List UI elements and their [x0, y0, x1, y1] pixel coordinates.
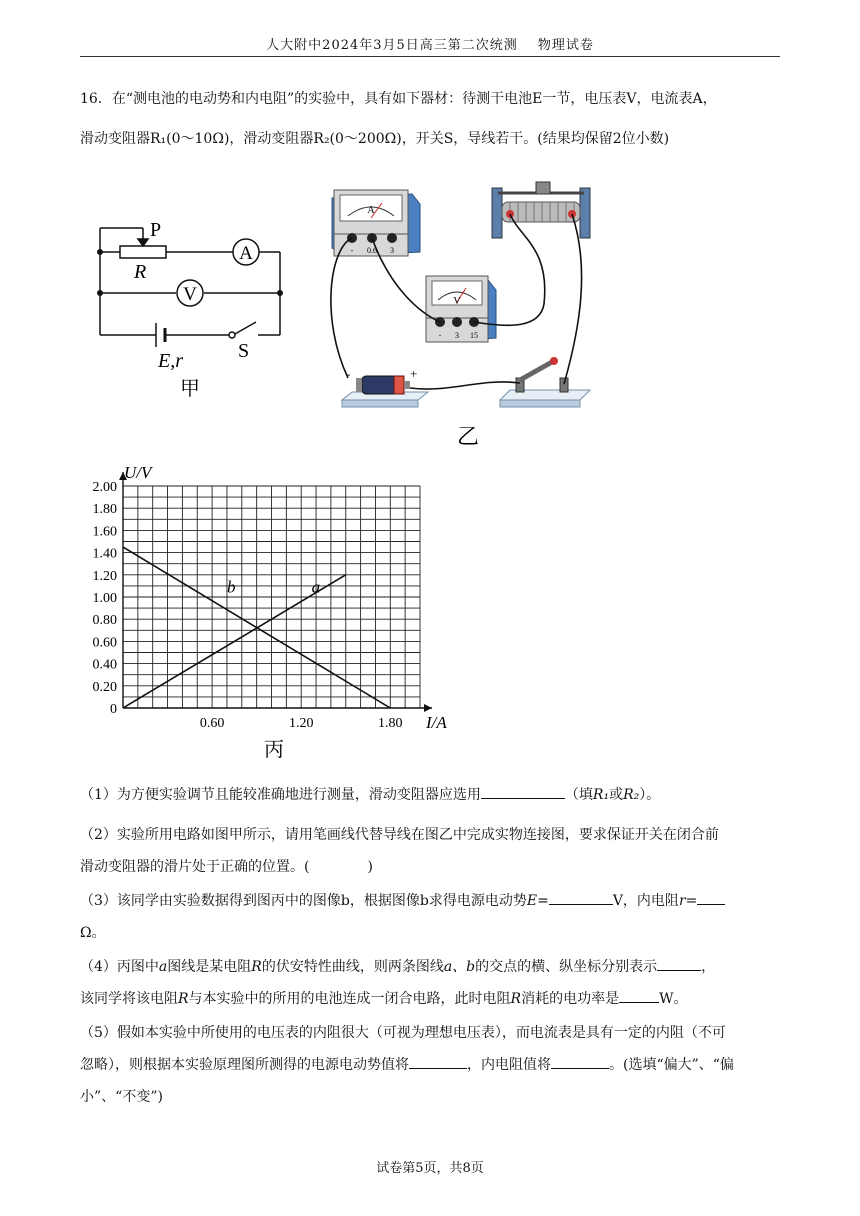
voltmeter-scale-15: 15	[470, 331, 478, 340]
question-line-2: 滑动变阻器R₁(0～10Ω)，滑动变阻器R₂(0～200Ω)，开关S，导线若干。(结果均保留2位小数)	[80, 131, 670, 147]
header-school: 人大附中2024年3月5日高三第二次统测	[266, 38, 518, 53]
answer-blank-3b[interactable]	[697, 890, 725, 905]
x-tick-label: 0.60	[199, 716, 225, 731]
y-tick-label: 1.40	[92, 546, 117, 562]
figure-jia-label: 甲	[180, 378, 200, 400]
voltmeter-name: V	[453, 296, 461, 307]
label-P: P	[150, 219, 162, 241]
answer-blank-5a[interactable]	[409, 1054, 467, 1069]
x-tick-label: 1.20	[288, 716, 314, 731]
y-tick-label: 1.20	[92, 568, 117, 584]
rheostat-device	[492, 182, 590, 238]
figure-yi-label: 乙	[456, 424, 480, 449]
answer-blank-5b[interactable]	[551, 1054, 609, 1069]
y-tick-label: 0	[110, 702, 117, 717]
subq-2-line-1: （2）实验所用电路如图甲所示，请用笔画线代替导线在图乙中完成实物连接图，要求保证开关在闭合前	[80, 827, 719, 843]
figure-jia-circuit	[90, 210, 300, 405]
answer-blank-4a[interactable]	[657, 956, 701, 971]
answer-blank-4b[interactable]	[619, 988, 659, 1003]
y-tick-label: 1.00	[92, 591, 117, 606]
y-tick-label: 1.80	[92, 502, 117, 518]
voltmeter-scale-minus: -	[438, 331, 442, 340]
figure-yi-apparatus	[320, 178, 620, 450]
ammeter-scale-minus: -	[350, 246, 354, 255]
x-axis-arrow	[424, 704, 432, 712]
page-footer: 试卷第5页，共8页	[376, 1161, 484, 1176]
label-S: S	[238, 340, 250, 362]
answer-blank-1[interactable]	[481, 784, 565, 799]
x-axis-label: I/A	[426, 713, 447, 732]
subq-2-line-2: 滑动变阻器的滑片处于正确的位置。( )	[80, 859, 373, 875]
question-line-1: 16．在“测电池的电动势和内电阻”的实验中，具有如下器材：待测干电池E一节，电压表V，电流表A，	[80, 91, 717, 107]
battery-plus: +	[410, 366, 418, 381]
ammeter-scale-3: 3	[390, 246, 394, 255]
voltmeter-symbol: V	[183, 284, 197, 305]
y-tick-label: 0.60	[92, 635, 117, 651]
subq-3-line-2: Ω。	[80, 925, 106, 941]
subq-5-line-3: 小”、“不变”)	[80, 1089, 163, 1105]
subq-5-line-2: 忽略），则根据本实验原理图所测得的电源电动势值将 ，内电阻值将 。(选填“偏大”、“偏	[80, 1054, 780, 1076]
ammeter-name: A	[367, 205, 375, 216]
series-label-b: b	[226, 577, 236, 597]
voltmeter-device	[426, 276, 496, 342]
y-axis-label: U/V	[124, 463, 152, 482]
y-tick-label: 1.60	[92, 524, 117, 540]
subq-1: （1）为方便实验调节且能较准确地进行测量，滑动变阻器应选用 （填R₁或R₂）。	[80, 784, 780, 806]
series-label-a: a	[311, 577, 321, 597]
ammeter-symbol: A	[239, 243, 253, 264]
answer-blank-3a[interactable]	[549, 890, 613, 905]
subq-4-line-2: 该同学将该电阻R与本实验中的所用的电池连成一闭合电路，此时电阻R消耗的电功率是 W。	[80, 988, 780, 1010]
ammeter-scale-0.6: 0.6	[367, 246, 377, 255]
x-tick-label: 1.80	[378, 716, 403, 731]
figure-bing-chart	[78, 458, 448, 764]
y-tick-label: 0.40	[92, 657, 117, 673]
y-tick-label: 0.20	[92, 679, 117, 695]
page-header	[80, 34, 780, 57]
y-tick-label: 2.00	[92, 480, 117, 495]
y-tick-label: 0.80	[92, 613, 117, 629]
header-subject: 物理试卷	[537, 38, 594, 53]
subq-4-line-1: （4）丙图中a图线是某电阻R的伏安特性曲线，则两条图线a、b的交点的横、纵坐标分别表示 ，	[80, 956, 780, 978]
label-R: R	[134, 261, 147, 283]
figure-bing-label: 丙	[264, 739, 284, 761]
label-E-r: E,r	[158, 350, 183, 372]
subq-5-line-1: （5）假如本实验中所使用的电压表的内阻很大（可视为理想电压表），而电流表是具有一定的内阻（不可	[80, 1025, 726, 1041]
battery-minus: -	[346, 366, 351, 381]
voltmeter-scale-3: 3	[455, 331, 459, 340]
subq-3-line-1: （3）该同学由实验数据得到图丙中的图像b，根据图像b求得电源电动势E= V，内电阻r=	[80, 890, 780, 912]
